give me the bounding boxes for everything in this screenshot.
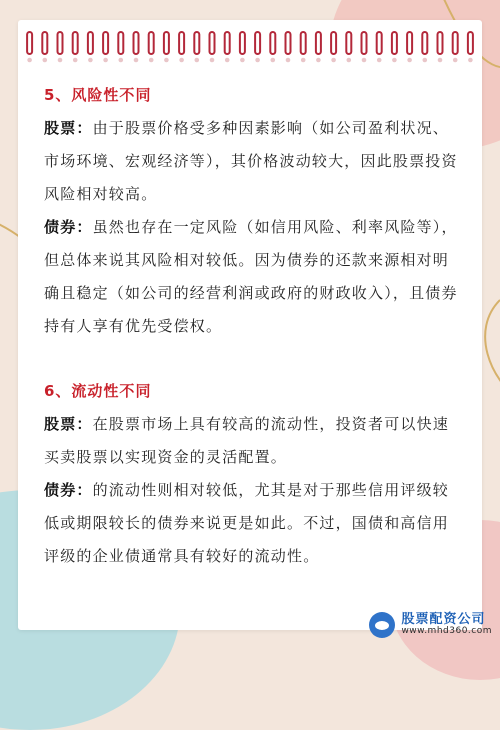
notebook-card: [18, 20, 482, 630]
paragraph-stock-risk: [44, 112, 462, 211]
paragraph-bond-liquidity: [44, 474, 462, 573]
binding-ring: [179, 32, 184, 62]
binding-ring: [164, 32, 169, 62]
binding-ring: [240, 32, 245, 62]
watermark-logo: [369, 612, 492, 638]
text-stock-liquidity: 在股票市场上具有较高的流动性，投资者可以快速买卖股票以实现资金的灵活配置。: [44, 415, 450, 466]
paragraph-stock-liquidity: [44, 408, 462, 474]
binding-ring: [210, 32, 215, 62]
label-stock: 股票：: [44, 415, 93, 433]
text-bond-risk: 虽然也存在一定风险（如信用风险、利率风险等），但总体来说其风险相对较低。因为债券的还款来源相对明确且稳定（如公司的经营利润或政府的财政收入），且债券持有人享有优先受偿权。: [44, 218, 458, 335]
binding-ring: [270, 32, 275, 62]
binding-ring: [194, 32, 199, 62]
spiral-binding: [22, 30, 478, 66]
binding-ring: [407, 32, 412, 62]
binding-ring: [422, 32, 427, 62]
text-stock-risk: 由于股票价格受多种因素影响（如公司盈利状况、市场环境、宏观经济等），其价格波动较大，因此股票投资风险相对较高。: [44, 119, 458, 203]
binding-ring: [316, 32, 321, 62]
binding-ring: [42, 32, 47, 62]
text-bond-liquidity: 的流动性则相对较低，尤其是对于那些信用评级较低或期限较长的债券来说更是如此。不过，国债和高信用评级的企业债通常具有较好的流动性。: [44, 481, 450, 565]
logo-url: www.mhd360.com: [401, 626, 492, 637]
logo-icon: [369, 612, 395, 638]
paragraph-bond-risk: [44, 211, 462, 343]
binding-ring: [331, 32, 336, 62]
binding-ring: [346, 32, 351, 62]
binding-ring: [88, 32, 93, 62]
binding-ring: [255, 32, 260, 62]
section-title-liquidity: 6、流动性不同: [44, 382, 152, 400]
binding-ring: [362, 32, 367, 62]
binding-ring: [73, 32, 78, 62]
binding-ring: [118, 32, 123, 62]
binding-ring: [468, 32, 473, 62]
section-title-risk: 5、风险性不同: [44, 86, 152, 104]
binding-ring: [149, 32, 154, 62]
binding-ring: [453, 32, 458, 62]
logo-name: 股票配资公司: [401, 611, 486, 627]
binding-ring: [134, 32, 139, 62]
binding-ring: [103, 32, 108, 62]
binding-ring: [225, 32, 230, 62]
label-stock: 股票：: [44, 119, 93, 137]
binding-ring: [438, 32, 443, 62]
label-bond: 债券：: [44, 218, 93, 236]
binding-ring: [377, 32, 382, 62]
label-bond: 债券：: [44, 481, 93, 499]
binding-ring: [301, 32, 306, 62]
binding-ring: [58, 32, 63, 62]
binding-ring: [286, 32, 291, 62]
binding-ring: [27, 32, 32, 62]
binding-ring: [392, 32, 397, 62]
